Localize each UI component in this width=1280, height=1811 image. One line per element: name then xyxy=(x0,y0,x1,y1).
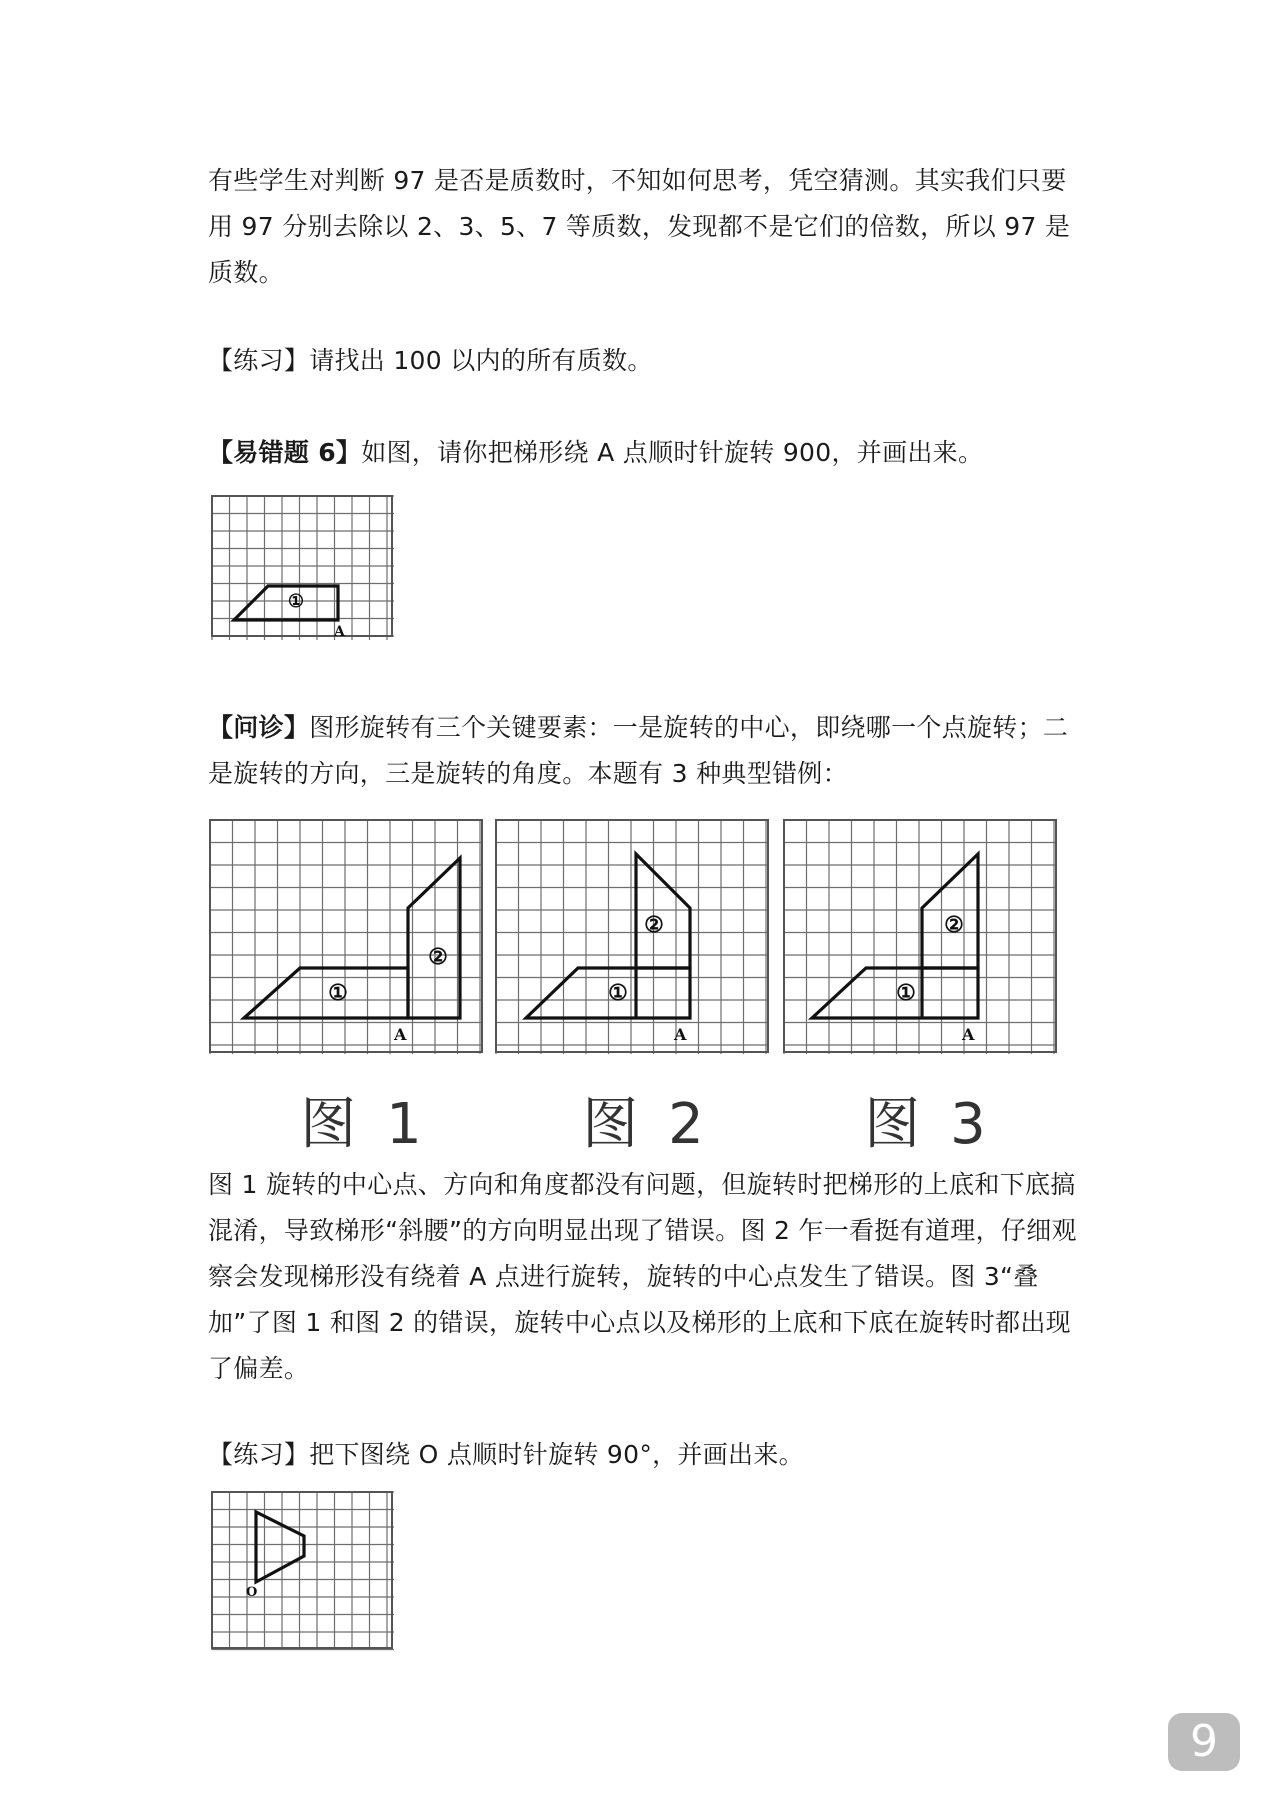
svg-text:A: A xyxy=(962,1025,975,1044)
practice-1-label: 【练习】 xyxy=(208,346,310,375)
error-question-6-label: 【易错题 6】 xyxy=(208,438,362,467)
point-o-label: O xyxy=(246,1585,258,1600)
figure-1-trapezoid xyxy=(244,968,408,1018)
practice-1-text: 请找出 100 以内的所有质数。 xyxy=(309,346,653,375)
svg-text:②: ② xyxy=(644,912,664,938)
point-a-label: A xyxy=(334,624,345,640)
svg-text:A: A xyxy=(674,1025,687,1044)
figure-3-caption: 图 3 xyxy=(864,1092,992,1157)
error-figure-3 xyxy=(782,818,1058,1056)
svg-text:A: A xyxy=(394,1025,407,1044)
diagnosis-text: 图形旋转有三个关键要素：一是旋转的中心，即绕哪一个点旋转；二是旋转的方向，三是旋转的角度。本题有 3 种典型错例： xyxy=(208,713,1069,788)
trapezoid-figure xyxy=(210,494,396,642)
trapezoid-shape xyxy=(234,586,338,620)
error-figure-1 xyxy=(208,818,484,1056)
analysis-paragraph: 图 1 旋转的中心点、方向和角度都没有问题，但旋转时把梯形的上底和下底搞混淆，导致梯形“斜腰”的方向明显出现了错误。图 2 乍一看挺有道理，仔细观察会发现梯形没有绕着 A 点进行旋转，旋转的中心点发生了错误。图 3“叠加”了图 1 和图 2 的错误，旋转中心点以及梯形的上底和下底在旋转时都出现了偏差。 xyxy=(208,1170,1077,1383)
svg-text:①: ① xyxy=(328,980,348,1006)
svg-text:①: ① xyxy=(608,980,628,1006)
practice-2 xyxy=(208,1432,1088,1478)
error-question-6-text: 如图，请你把梯形绕 A 点顺时针旋转 900，并画出来。 xyxy=(361,438,984,467)
practice-2-label: 【练习】 xyxy=(208,1440,310,1469)
diagnosis-paragraph xyxy=(208,705,1088,797)
svg-text:②: ② xyxy=(944,912,964,938)
figure-2-rotated-trapezoid xyxy=(636,854,690,968)
figure-1-rotated-trapezoid xyxy=(408,858,460,1018)
diagnosis-label: 【问诊】 xyxy=(208,713,310,742)
figure-1-caption: 图 1 xyxy=(300,1092,428,1157)
practice-figure xyxy=(210,1490,396,1652)
svg-text:②: ② xyxy=(428,944,448,970)
figure-2-caption: 图 2 xyxy=(582,1092,710,1157)
intro-paragraph: 有些学生对判断 97 是否是质数时，不知如何思考，凭空猜测。其实我们只要用 97 分别去除以 2、3、5、7 等质数，发现都不是它们的倍数，所以 97 是质数。 xyxy=(208,166,1071,287)
practice-trapezoid xyxy=(256,1512,304,1582)
svg-text:①: ① xyxy=(896,980,916,1006)
figure-3-rotated-trapezoid xyxy=(922,854,978,968)
practice-2-text: 把下图绕 O 点顺时针旋转 90°，并画出来。 xyxy=(309,1440,804,1469)
figure-3-trapezoid xyxy=(812,968,978,1018)
page-number: 9 xyxy=(1168,1713,1240,1771)
error-question-6 xyxy=(208,430,1088,476)
practice-1 xyxy=(208,338,1088,384)
trapezoid-label: ① xyxy=(287,591,305,612)
error-figure-2 xyxy=(494,818,770,1056)
